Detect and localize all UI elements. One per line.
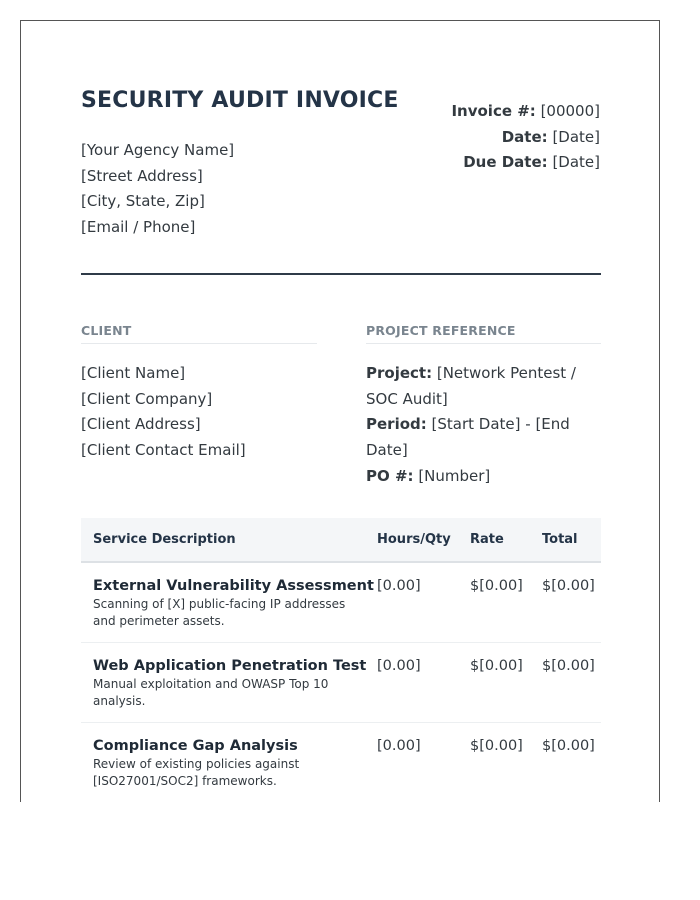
project-label: Project: <box>366 364 433 382</box>
client-block <box>81 361 246 464</box>
project-line <box>366 361 606 412</box>
service-description: Review of existing policies against [ISO27001/SOC2] frameworks. <box>93 757 300 788</box>
header-divider <box>81 273 601 275</box>
invoice-meta <box>451 99 600 176</box>
service-description: Scanning of [X] public-facing IP addresses and perimeter assets. <box>93 597 346 628</box>
invoice-date-label: Date: <box>501 127 548 146</box>
invoice-page <box>20 20 660 802</box>
hours-cell: [0.00] <box>377 738 421 754</box>
invoice-number-value: [00000] <box>540 102 600 120</box>
client-name: [Client Name] <box>81 364 186 382</box>
period-label: Period: <box>366 415 427 434</box>
agency-contact: [Email / Phone] <box>81 218 196 237</box>
invoice-date-line <box>451 125 600 151</box>
total-cell: $[0.00] <box>542 658 595 674</box>
invoice-number-line <box>451 99 600 125</box>
due-date-line <box>451 150 600 176</box>
due-date-label: Due Date: <box>463 153 548 172</box>
rate-cell: $[0.00] <box>470 738 523 754</box>
client-heading: CLIENT <box>81 323 317 344</box>
table-row <box>81 643 601 723</box>
service-cell <box>93 578 374 630</box>
client-email: [Client Contact Email] <box>81 441 246 460</box>
total-cell: $[0.00] <box>542 578 595 594</box>
hours-cell: [0.00] <box>377 658 421 674</box>
column-header-hours: Hours/Qty <box>377 532 451 547</box>
rate-cell: $[0.00] <box>470 578 523 594</box>
total-cell: $[0.00] <box>542 738 595 754</box>
column-header-description: Service Description <box>93 532 236 547</box>
po-line <box>366 464 606 490</box>
table-row <box>81 563 601 643</box>
hours-cell: [0.00] <box>377 578 421 594</box>
column-header-total: Total <box>542 532 578 547</box>
agency-city: [City, State, Zip] <box>81 192 205 211</box>
client-company: [Client Company] <box>81 389 213 408</box>
po-value: [Number] <box>418 466 491 485</box>
invoice-number-label: Invoice #: <box>451 102 536 120</box>
invoice-title: SECURITY AUDIT INVOICE <box>81 88 399 113</box>
period-line <box>366 412 606 463</box>
service-cell <box>93 738 363 790</box>
agency-name: [Your Agency Name] <box>81 141 235 159</box>
service-name: Web Application Penetration Test <box>93 658 367 674</box>
service-description: Manual exploitation and OWASP Top 10 analysis. <box>93 677 329 708</box>
column-header-rate: Rate <box>470 532 504 547</box>
rate-cell: $[0.00] <box>470 658 523 674</box>
agency-street: [Street Address] <box>81 166 203 185</box>
table-header <box>81 518 601 563</box>
services-table <box>81 518 601 802</box>
project-value: [Network Pentest / SOC Audit] <box>366 364 576 408</box>
service-name: Compliance Gap Analysis <box>93 738 298 754</box>
agency-address-block <box>81 138 234 241</box>
project-heading: PROJECT REFERENCE <box>366 323 601 344</box>
period-value: [Start Date] - [End Date] <box>366 415 570 460</box>
due-date-value: [Date] <box>552 153 600 172</box>
service-cell <box>93 658 367 710</box>
service-name: External Vulnerability Assessment <box>93 578 374 594</box>
po-label: PO #: <box>366 466 414 485</box>
client-address: [Client Address] <box>81 415 201 434</box>
project-block <box>366 361 606 490</box>
table-row <box>81 723 601 802</box>
invoice-date-value: [Date] <box>552 127 600 146</box>
